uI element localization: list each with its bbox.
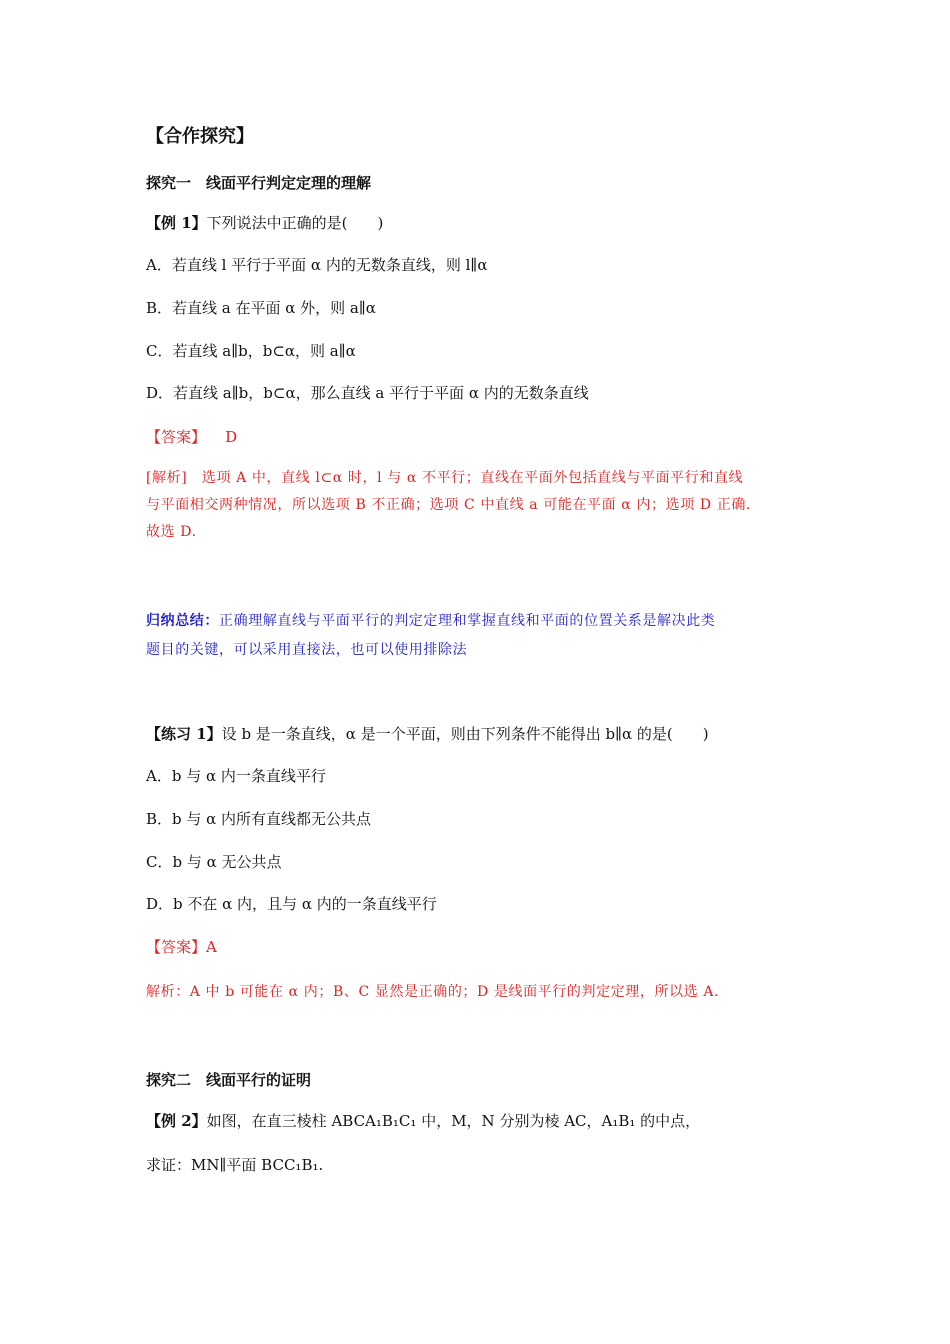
summary-tag: 归纳总结： xyxy=(146,613,219,629)
example1-question-line xyxy=(146,212,383,234)
example2-line-2: 求证：MN∥平面 BCC₁B₁. xyxy=(146,1156,324,1174)
example1-answer-value: D xyxy=(225,428,238,446)
example1-option-c: C．若直线 a∥b，b⊂α，则 a∥α xyxy=(146,342,356,360)
part1-heading: 探究一 线面平行判定定理的理解 xyxy=(146,174,372,192)
example1-option-d: D．若直线 a∥b，b⊂α，那么直线 a 平行于平面 α 内的无数条直线 xyxy=(146,384,589,402)
example1-analysis-line-3: 故选 D. xyxy=(146,524,197,540)
example1-tag: 【例 1】 xyxy=(146,214,207,232)
section-title: 【合作探究】 xyxy=(146,126,254,147)
example1-option-b: B．若直线 a 在平面 α 外，则 a∥α xyxy=(146,299,376,317)
practice1-analysis: 解析：A 中 b 可能在 α 内；B、C 显然是正确的；D 是线面平行的判定定理，所以选 A. xyxy=(146,984,720,1000)
example2-tag: 【例 2】 xyxy=(146,1112,207,1130)
example1-analysis-line-2: 与平面相交两种情况，所以选项 B 不正确；选项 C 中直线 a 可能在平面 α 内；选项 D 正确. xyxy=(146,497,751,513)
summary-line-1 xyxy=(146,610,715,632)
example1-answer-tag: 【答案】 xyxy=(146,428,207,446)
example1-analysis-line-1: [解析] 选项 A 中，直线 l⊂α 时，l 与 α 不平行；直线在平面外包括直线与平面平行和直线 xyxy=(146,470,744,486)
example1-answer xyxy=(146,426,237,448)
example2-line-1 xyxy=(146,1110,700,1132)
summary-text-1: 正确理解直线与平面平行的判定定理和掌握直线和平面的位置关系是解决此类 xyxy=(219,613,716,629)
practice1-option-d: D．b 不在 α 内，且与 α 内的一条直线平行 xyxy=(146,895,437,913)
practice1-option-c: C．b 与 α 无公共点 xyxy=(146,853,282,871)
practice1-option-b: B．b 与 α 内所有直线都无公共点 xyxy=(146,810,372,828)
practice1-tag: 【练习 1】 xyxy=(146,725,222,743)
example1-question: 下列说法中正确的是( ) xyxy=(206,214,384,232)
practice1-question-line xyxy=(146,723,709,745)
part2-heading: 探究二 线面平行的证明 xyxy=(146,1071,312,1089)
practice1-option-a: A．b 与 α 内一条直线平行 xyxy=(146,767,326,785)
example2-text-1: 如图，在直三棱柱 ABCA₁B₁C₁ 中，M，N 分别为棱 AC，A₁B₁ 的中点， xyxy=(206,1112,701,1130)
practice1-question: 设 b 是一条直线，α 是一个平面，则由下列条件不能得出 b∥α 的是( ) xyxy=(221,725,709,743)
example1-option-a: A．若直线 l 平行于平面 α 内的无数条直线，则 l∥α xyxy=(146,256,488,274)
summary-line-2: 题目的关键，可以采用直接法，也可以使用排除法 xyxy=(146,642,468,658)
practice1-answer: 【答案】A xyxy=(146,938,217,956)
